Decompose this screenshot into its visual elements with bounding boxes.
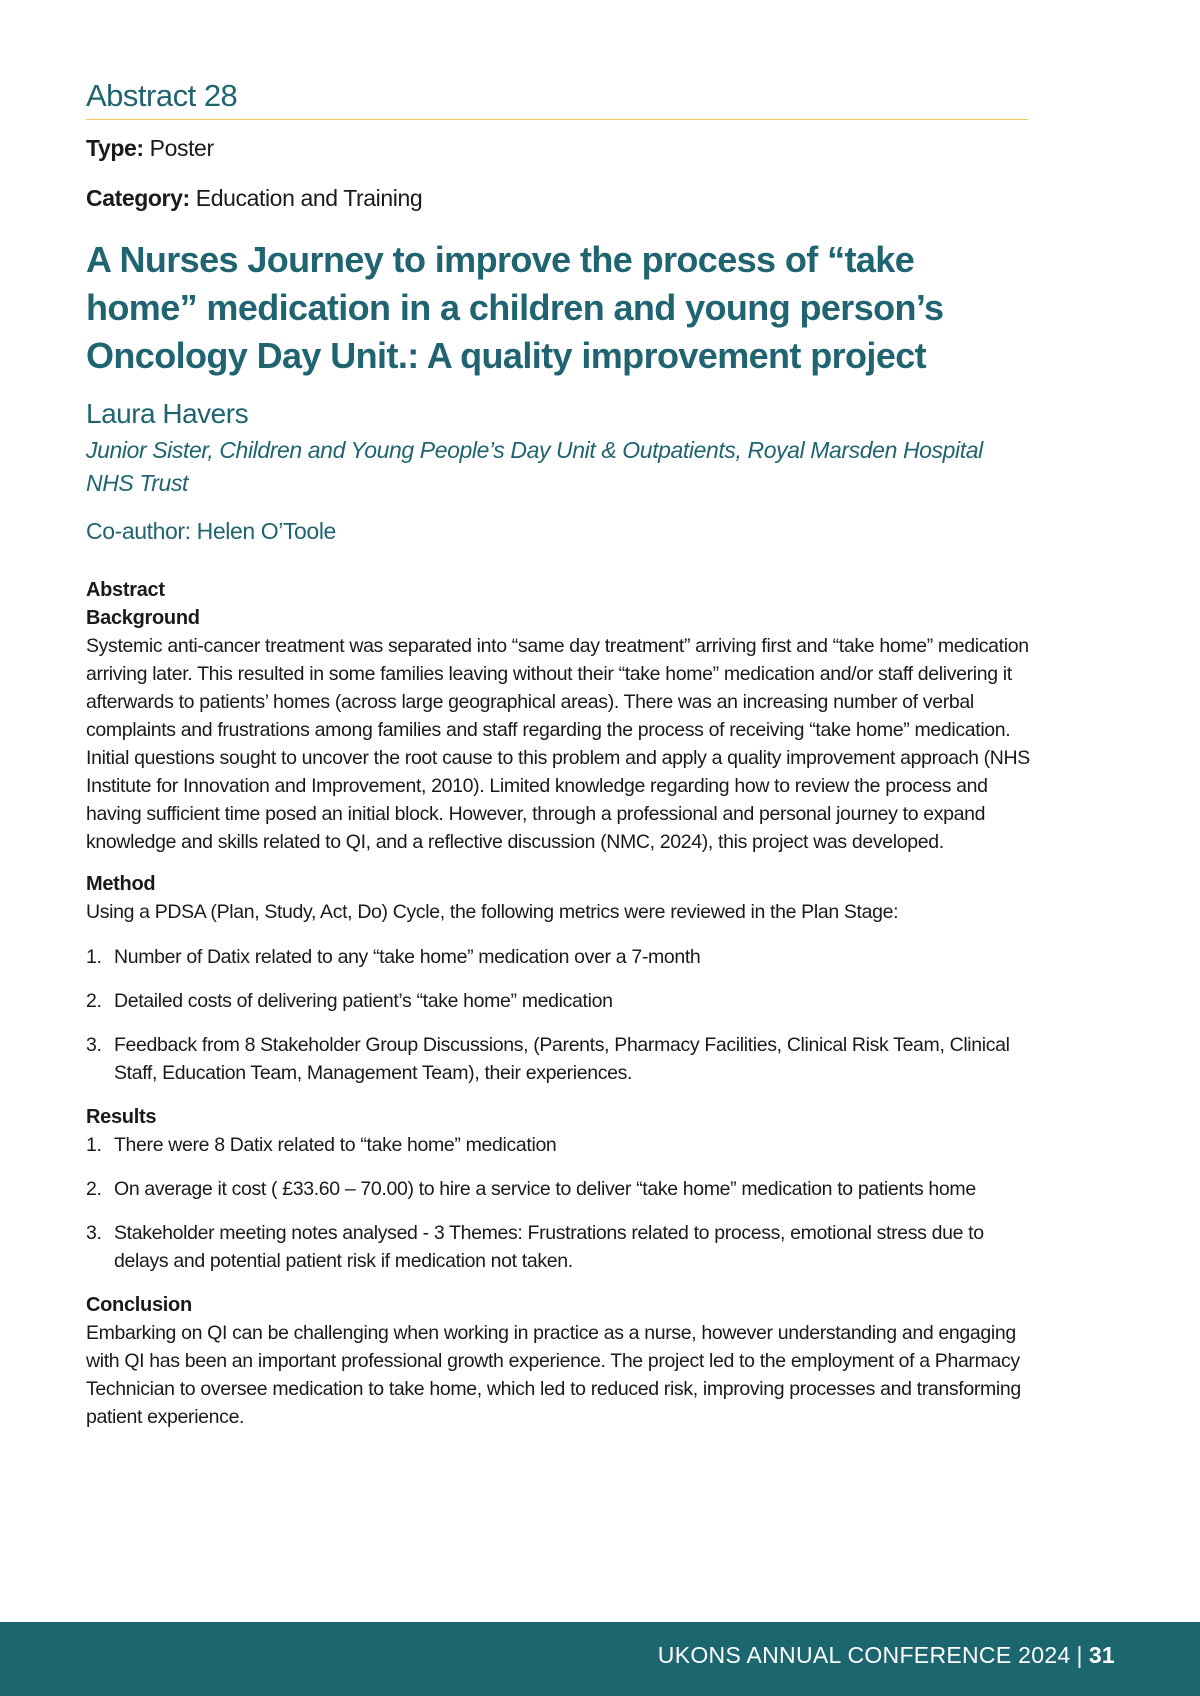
method-heading: Method [86,873,156,895]
conclusion-text: Embarking on QI can be challenging when working in practice as a nurse, however understanding and engaging with QI has been an important professional growth experience. The project led to the employment of a Pharmacy Technician to oversee medication to take home, which led to reduced risk, improving processes and transforming patient experience. [86,1322,1021,1428]
background-text: Systemic anti-cancer treatment was separated into “same day treatment” arriving first and “take home” medication arriving later. This resulted in some families leaving without their “take home” medication and/or staff delivering it afterwards to patients’ homes (across large geographical areas). There was an increasing number of verbal complaints and frustrations among families and staff regarding the process of receiving “take home” medication. Initial questions sought to uncover the root cause to this problem and apply a quality improvement approach (NHS Institute for Innovation and Improvement, 2010). Limited knowledge regarding how to review the process and having sufficient time posed an initial block. However, through a professional and personal journey to expand knowledge and skills related to QI, and a reflective discussion (NMC, 2024), this project was developed. [86,635,1030,853]
background-heading: Background [86,607,200,629]
footer-separator: | [1076,1642,1083,1668]
abstract-number: Abstract 28 [86,78,238,113]
list-item-text: Feedback from 8 Stakeholder Group Discussions, (Parents, Pharmacy Facilities, Clinical Risk Team, Clinical Staff, Education Team, Management Team), their experiences. [114,1034,1010,1084]
type-line [86,135,214,162]
list-item [86,1131,1036,1159]
type-value: Poster [143,135,214,161]
list-item-text: Stakeholder meeting notes analysed - 3 Themes: Frustrations related to process, emotional stress due to delays and potential patient risk if medication not taken. [114,1222,984,1272]
results-section [86,1103,1036,1291]
method-section [86,870,1036,926]
category-value: Education and Training [189,185,423,211]
list-item [86,1175,1036,1203]
list-item [86,1031,1036,1087]
footer-text [658,1642,1115,1669]
results-heading: Results [86,1106,157,1128]
abstract-heading: Abstract [86,579,165,601]
list-item-text: There were 8 Datix related to “take home” medication [114,1134,557,1156]
conclusion-section [86,1291,1036,1431]
list-item [86,987,1036,1015]
list-item [86,943,1036,971]
list-item-number: 2. [86,1178,102,1200]
list-item [86,1219,1036,1275]
conclusion-heading: Conclusion [86,1294,192,1316]
list-item-number: 1. [86,946,102,968]
category-label: Category: [86,185,190,211]
type-label: Type: [86,135,144,161]
list-item-number: 3. [86,1034,102,1056]
page-footer [0,1622,1200,1696]
author-affiliation: Junior Sister, Children and Young People’s Day Unit & Outpatients, Royal Marsden Hospital NHS Trust [86,437,983,496]
category-line [86,185,422,212]
list-item-text: On average it cost ( £33.60 – 70.00) to hire a service to deliver “take home” medication to patients home [114,1178,976,1200]
list-item-number: 2. [86,990,102,1012]
header-divider [86,119,1028,120]
background-section [86,576,1036,856]
page-number: 31 [1088,1642,1115,1668]
conference-name: UKONS ANNUAL CONFERENCE 2024 [657,1642,1071,1668]
list-item-number: 1. [86,1134,102,1156]
list-item-text: Number of Datix related to any “take home” medication over a 7-month [114,946,701,968]
author-name: Laura Havers [86,398,249,429]
method-intro: Using a PDSA (Plan, Study, Act, Do) Cycle, the following metrics were reviewed in the Plan Stage: [86,901,899,923]
coauthor: Co-author: Helen O’Toole [86,518,336,544]
method-list [86,943,1036,1103]
list-item-text: Detailed costs of delivering patient’s “take home” medication [114,990,613,1012]
list-item-number: 3. [86,1222,102,1244]
abstract-title: A Nurses Journey to improve the process of “take home” medication in a children and young person’s Oncology Day Unit.: A quality improvement project [86,239,944,376]
